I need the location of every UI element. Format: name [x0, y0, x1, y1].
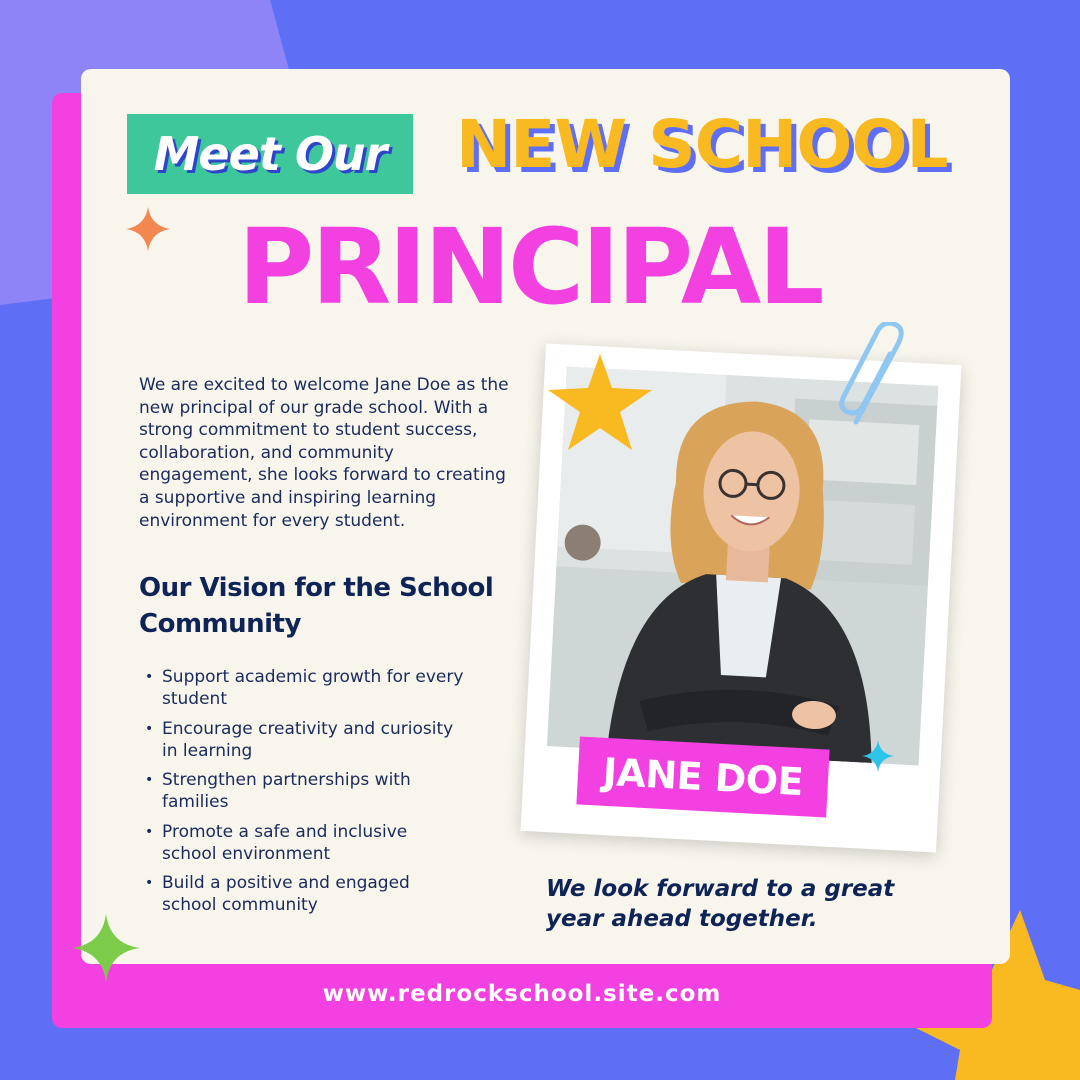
- website-link[interactable]: www.redrockschool.site.com: [322, 981, 722, 1007]
- green-sparkle-icon: [72, 914, 140, 982]
- list-item: • Build a positive and engaged school community: [145, 872, 465, 916]
- list-item: • Encourage creativity and curiosity in learning: [145, 718, 465, 762]
- principal-name: JANE DOE: [601, 749, 805, 805]
- paperclip-icon: [838, 322, 918, 426]
- new-school-heading: NEW SCHOOL: [456, 106, 948, 183]
- closing-message: We look forward to a great year ahead together.: [546, 876, 895, 932]
- list-item: • Support academic growth for every student: [145, 666, 465, 710]
- vision-list: [145, 666, 465, 924]
- list-item: • Promote a safe and inclusive school environment: [145, 821, 465, 865]
- meet-our-badge: [127, 114, 413, 194]
- meet-our-label: Meet Our: [153, 127, 387, 181]
- yellow-star-icon: [548, 354, 652, 450]
- list-item: • Strengthen partnerships with families: [145, 769, 465, 813]
- vision-title: Our Vision for the School Community: [139, 573, 494, 639]
- intro-paragraph: We are excited to welcome Jane Doe as the new principal of our grade school. With a strong commitment to student success, collaboration, and community engagement, she looks forward to creating a supportive and inspiring learning environment for every student.: [139, 375, 509, 531]
- principal-heading: PRINCIPAL: [238, 206, 822, 328]
- orange-sparkle-icon: [126, 207, 170, 251]
- cyan-sparkle-icon: [862, 740, 894, 772]
- name-badge: [576, 737, 829, 818]
